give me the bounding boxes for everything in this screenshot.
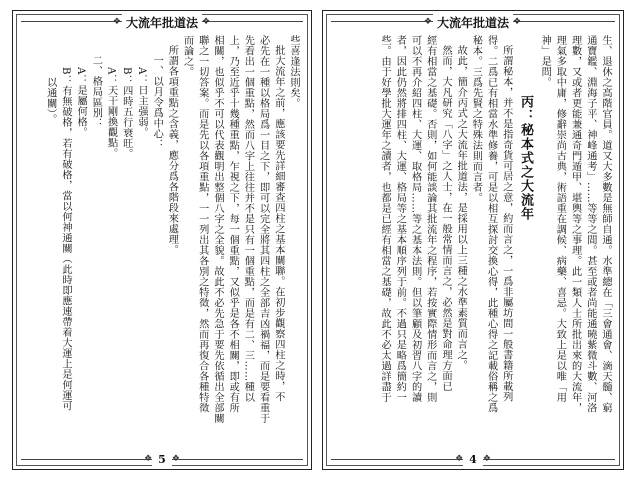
paragraph: 先看出一個重點，然而八字上往往并不是只有一個重點，而是有二、三……種以 [242, 35, 254, 403]
paragraph: 上，乃至近乎十幾種重點，乍視之下，每一個重點，又似乎是各不相關，即或有所 [227, 35, 239, 413]
running-header [13, 13, 311, 31]
book-title: 大流年批道法 [122, 14, 202, 31]
list-item: A：日主强弱。 [135, 67, 147, 138]
left-page [12, 10, 312, 470]
list-item: B：有無破格，若有破格，當以何神通關（此時即應連帶着大運上是何運可 [59, 67, 71, 411]
paragraph: 所謂秘本，并不是指奇貨可居之意，約而言之，一爲非屬坊間一般書籍所載列 [500, 45, 512, 402]
paragraph: 秘本。三爲先賢之特殊法則而言者。 [470, 35, 482, 203]
paragraph: 通寶鑑、淵海子平、神峰通考」……等等之間。甚至或者尚能通曉紫微斗數、河洛 [584, 35, 596, 413]
paragraph: 得。二爲已有相當水準修養，可是以相互探討交換心得，此種心得之記載俗稱之爲 [485, 35, 497, 413]
book-title: 大流年批道法 [433, 14, 513, 31]
right-page [322, 10, 624, 470]
list-item: B：四時五行衰旺。 [120, 67, 132, 159]
section-heading: 丙：秘本式之大流年 [517, 95, 533, 221]
list-item-continuation: 以通關）。 [44, 77, 56, 125]
paragraph: 然而，大凡研究「八字」之人士，在一般常情而言之，必然是對命理方面已 [439, 45, 451, 392]
list-heading: 二、格局區別： [90, 55, 102, 129]
left-page-text [23, 35, 301, 447]
list-item: A：天干剛換觀點。 [105, 67, 117, 159]
ornament-icon: ❖ [144, 454, 153, 464]
paragraph: 些喜逢法則矣。 [288, 35, 299, 109]
paragraph: 批大流年之前，應該要先詳細審查四柱之基本關聯。在初步觀察四柱之時，不 [272, 45, 284, 402]
paragraph: 經有相當之基礎。否則，如何能談論其批流年之程序，若按實際情形而言之，則 [424, 35, 436, 403]
paragraph: 而論之。 [181, 35, 193, 77]
paragraph: 所謂各項重點之含義，應分爲各階段來處理。 [166, 45, 178, 255]
page-footer [323, 451, 623, 467]
page-number: 4 [463, 453, 483, 466]
page-number: 5 [152, 453, 172, 466]
ornament-icon: ❖ [202, 17, 212, 27]
paragraph: 相關，也似乎不可以代表觀明出整個八字之全貌。故此不必先急于要先依循出全部關 [211, 35, 223, 424]
ornament-icon: ❖ [513, 17, 523, 27]
ornament-icon: ❖ [482, 454, 491, 464]
paragraph: 些。由于好學批大運年之讀者，也都是已經有相當之基礎，故此不必太過詳盡于 [379, 35, 391, 403]
list-item: A：是屬何格。 [75, 67, 87, 138]
paragraph: 必先在一種以格局爲一目之下，即可以完全將其四柱之全部吉凶禍福，而是要看重于 [257, 35, 269, 424]
paragraph: 聯之一切答案。而是先以各項重點，一一列出其各別之特徵，然而再復合各種特徵 [196, 35, 208, 413]
paragraph: 生、退休之高階官員。道又大多數是無師自通。水準總在「三會通會、滴天髓、窮 [600, 35, 611, 413]
ornament-icon: ❖ [455, 454, 464, 464]
right-page-text [333, 35, 613, 447]
paragraph: 神」是問。 [539, 35, 551, 88]
paragraph: 故此，簡介丙式之大流年批道法，是採用以上三種之水準素質而言之。 [455, 45, 467, 371]
list-heading: 一、以月令爲中心： [151, 55, 163, 150]
paragraph: 可以不再介紹四柱、大運、取格局……等之基本法則。但以筆顧及初習八字的讀 [409, 35, 421, 403]
running-header [323, 13, 623, 31]
paragraph: 理數，又或者更能兼通奇門遁甲、堪輿等之事理。此一類人士所批出來的大流年， [569, 35, 581, 413]
ornament-icon: ❖ [171, 454, 180, 464]
paragraph: 理氣多取中庸，修辭崇尚古典，術語重在調候、病藥、喜忌。大致上是以唯「用 [554, 35, 566, 403]
ornament-icon: ❖ [112, 17, 122, 27]
ornament-icon: ❖ [423, 17, 433, 27]
page-footer [13, 451, 311, 467]
paragraph: 者，因此仍然將排四柱、大運、格局等之基本順序列于前。不過只是略爲簡約一 [394, 35, 406, 403]
